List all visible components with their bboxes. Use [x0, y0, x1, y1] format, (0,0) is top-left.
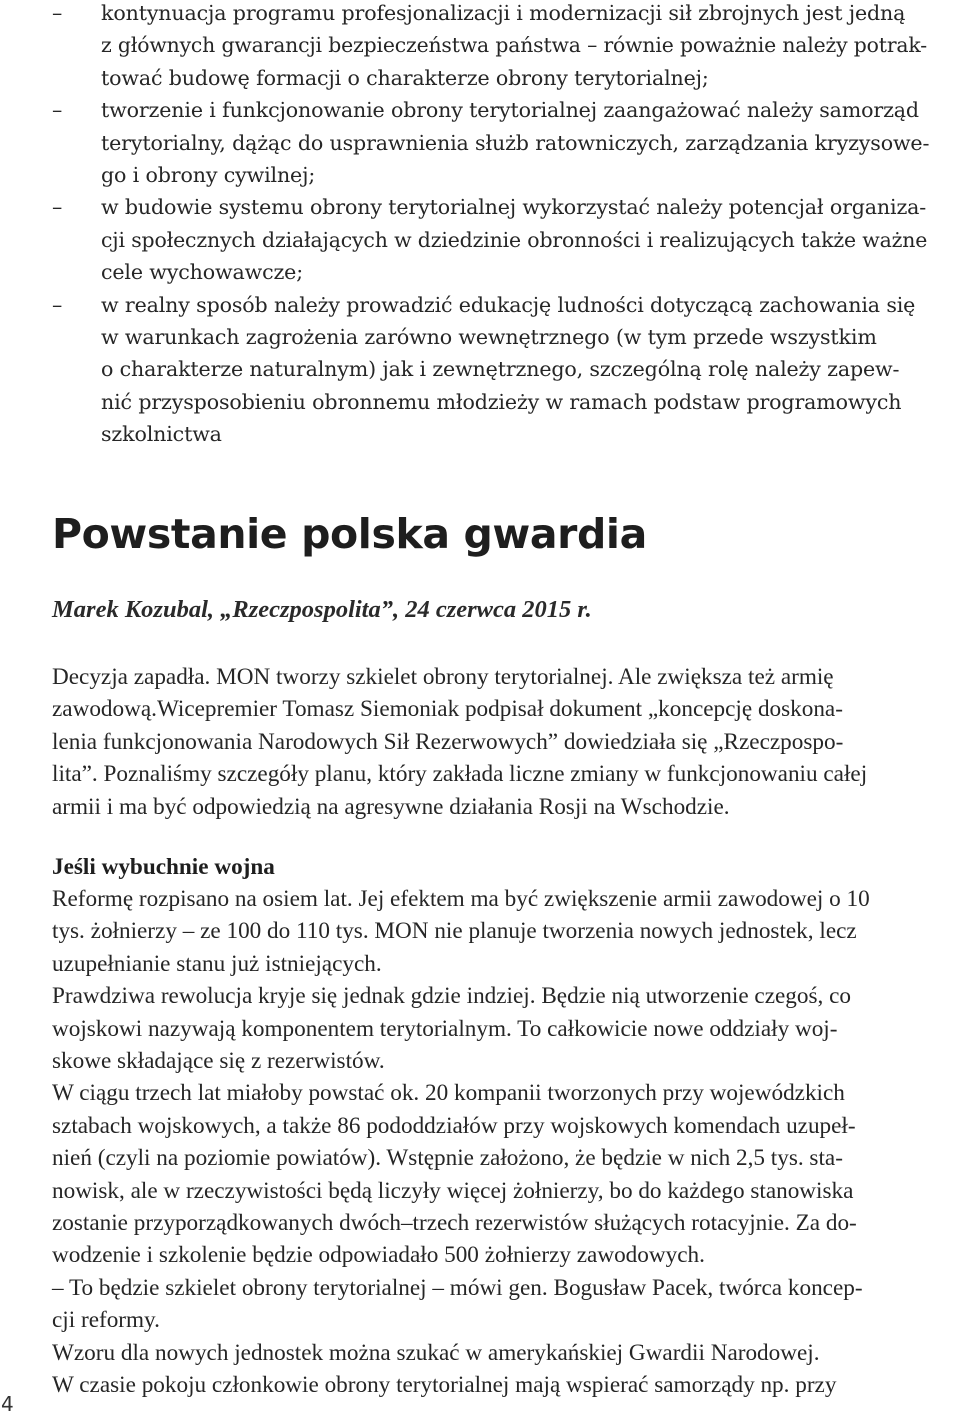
paragraph-line: W czasie pokoju członkowie obrony terytorialnej mają wspierać samorządy np. przy: [52, 1372, 837, 1399]
page-number: 4: [1, 1392, 14, 1416]
bullet-line: kontynuacja programu profesjonalizacji i modernizacji sił zbrojnych jest jedną: [101, 1, 906, 25]
bullet-line: z głównych gwarancji bezpieczeństwa państwa – równie poważnie należy potrak-: [101, 33, 927, 58]
paragraph-line: Decyzja zapadła. MON tworzy szkielet obrony terytorialnej. Ale zwiększa też armię: [52, 664, 834, 690]
paragraph-line: sztabach wojskowych, a także 86 pododdziałów przy wojskowych komendach uzupeł-: [52, 1112, 856, 1139]
paragraph-line: cji reformy.: [52, 1307, 160, 1334]
bullet-dash: –: [52, 98, 63, 123]
lead-paragraph: [52, 661, 960, 823]
bullet-item: [0, 191, 960, 288]
bullet-dash: –: [52, 292, 63, 317]
paragraph-line: zawodową.Wicepremier Tomasz Siemoniak podpisał dokument „koncepcję doskona-: [52, 696, 843, 723]
paragraph-line: armii i ma być odpowiedzią na agresywne działania Rosji na Wschodzie.: [52, 793, 730, 820]
bullet-line: terytorialny, dążąc do usprawnienia służb ratowniczych, zarządzania kryzysowe-: [101, 130, 930, 155]
paragraph-line: Prawdziwa rewolucja kryje się jednak gdzie indziej. Będzie nią utworzenie czegoś, co: [52, 983, 851, 1010]
paragraph-line: nień (czyli na poziomie powiatów). Wstępnie założono, że będzie w nich 2,5 tys. sta-: [52, 1145, 843, 1172]
bullet-line: nić przysposobieniu obronnemu młodzieży w ramach podstaw programowych: [101, 389, 902, 414]
article-byline: Marek Kozubal, „Rzeczpospolita”, 24 czerwca 2015 r.: [52, 596, 592, 623]
bullet-line: cji społecznych działających w dziedzinie obronności i realizujących także ważne: [101, 227, 928, 252]
bullet-item: [0, 289, 960, 451]
bullet-line: tować budowę formacji o charakterze obrony terytorialnej;: [101, 65, 709, 90]
bullet-item: [0, 94, 960, 191]
paragraph-line: wojskowi nazywają komponentem terytorialnym. To całkowicie nowe oddziały woj-: [52, 1015, 838, 1042]
bullet-line: cele wychowawcze;: [101, 260, 303, 285]
bullet-line: w budowie systemu obrony terytorialnej wykorzystać należy potencjał organiza-: [101, 195, 927, 220]
bullet-line: tworzenie i funkcjonowanie obrony terytorialnej zaangażować należy samorząd: [101, 98, 919, 123]
paragraph-line: Wzoru dla nowych jednostek można szukać w amerykańskiej Gwardii Narodowej.: [52, 1339, 820, 1366]
bullet-line: o charakterze naturalnym) jak i zewnętrznego, szczególną rolę należy zapew-: [101, 357, 900, 382]
paragraph-line: skowe składające się z rezerwistów.: [52, 1048, 385, 1075]
bullet-list: [0, 0, 960, 451]
bullet-item: [0, 0, 960, 94]
paragraph-line: W ciągu trzech lat miałoby powstać ok. 20 kompanii tworzonych przy wojewódzkich: [52, 1080, 845, 1107]
bullet-line: w warunkach zagrożenia zarówno wewnętrznego (w tym przede wszystkim: [101, 325, 877, 350]
bullet-dash: –: [52, 195, 63, 220]
paragraph-line: lita”. Poznaliśmy szczegóły planu, który zakłada liczne zmiany w funkcjonowaniu całej: [52, 761, 868, 788]
paragraph-line: zostanie przyporządkowanych dwóch–trzech rezerwistów służących rotacyjnie. Za do-: [52, 1210, 857, 1237]
section-body: [52, 883, 960, 1402]
bullet-line: szkolnictwa: [101, 422, 222, 447]
bullet-line: w realny sposób należy prowadzić edukację ludności dotyczącą zachowania się: [101, 292, 916, 317]
bullet-dash: –: [52, 1, 63, 25]
bullet-line: go i obrony cywilnej;: [101, 163, 316, 188]
section-heading: Jeśli wybuchnie wojna: [52, 854, 275, 880]
paragraph-line: uzupełnianie stanu już istniejących.: [52, 950, 382, 977]
paragraph-line: nowisk, ale w rzeczywistości będą liczyły więcej żołnierzy, bo do każdego stanowiska: [52, 1177, 854, 1204]
article-title: Powstanie polska gwardia: [52, 510, 647, 558]
paragraph-line: Reformę rozpisano na osiem lat. Jej efektem ma być zwiększenie armii zawodowej o 10: [52, 886, 870, 912]
paragraph-line: lenia funkcjonowania Narodowych Sił Rezerwowych” dowiedziała się „Rzeczpospo-: [52, 728, 844, 755]
paragraph-line: wodzenie i szkolenie będzie odpowiadało 500 żołnierzy zawodowych.: [52, 1242, 705, 1269]
paragraph-line: tys. żołnierzy – ze 100 do 110 tys. MON nie planuje tworzenia nowych jednostek, lecz: [52, 918, 857, 945]
paragraph-line: – To będzie szkielet obrony terytorialnej – mówi gen. Bogusław Pacek, twórca koncep-: [52, 1274, 863, 1301]
